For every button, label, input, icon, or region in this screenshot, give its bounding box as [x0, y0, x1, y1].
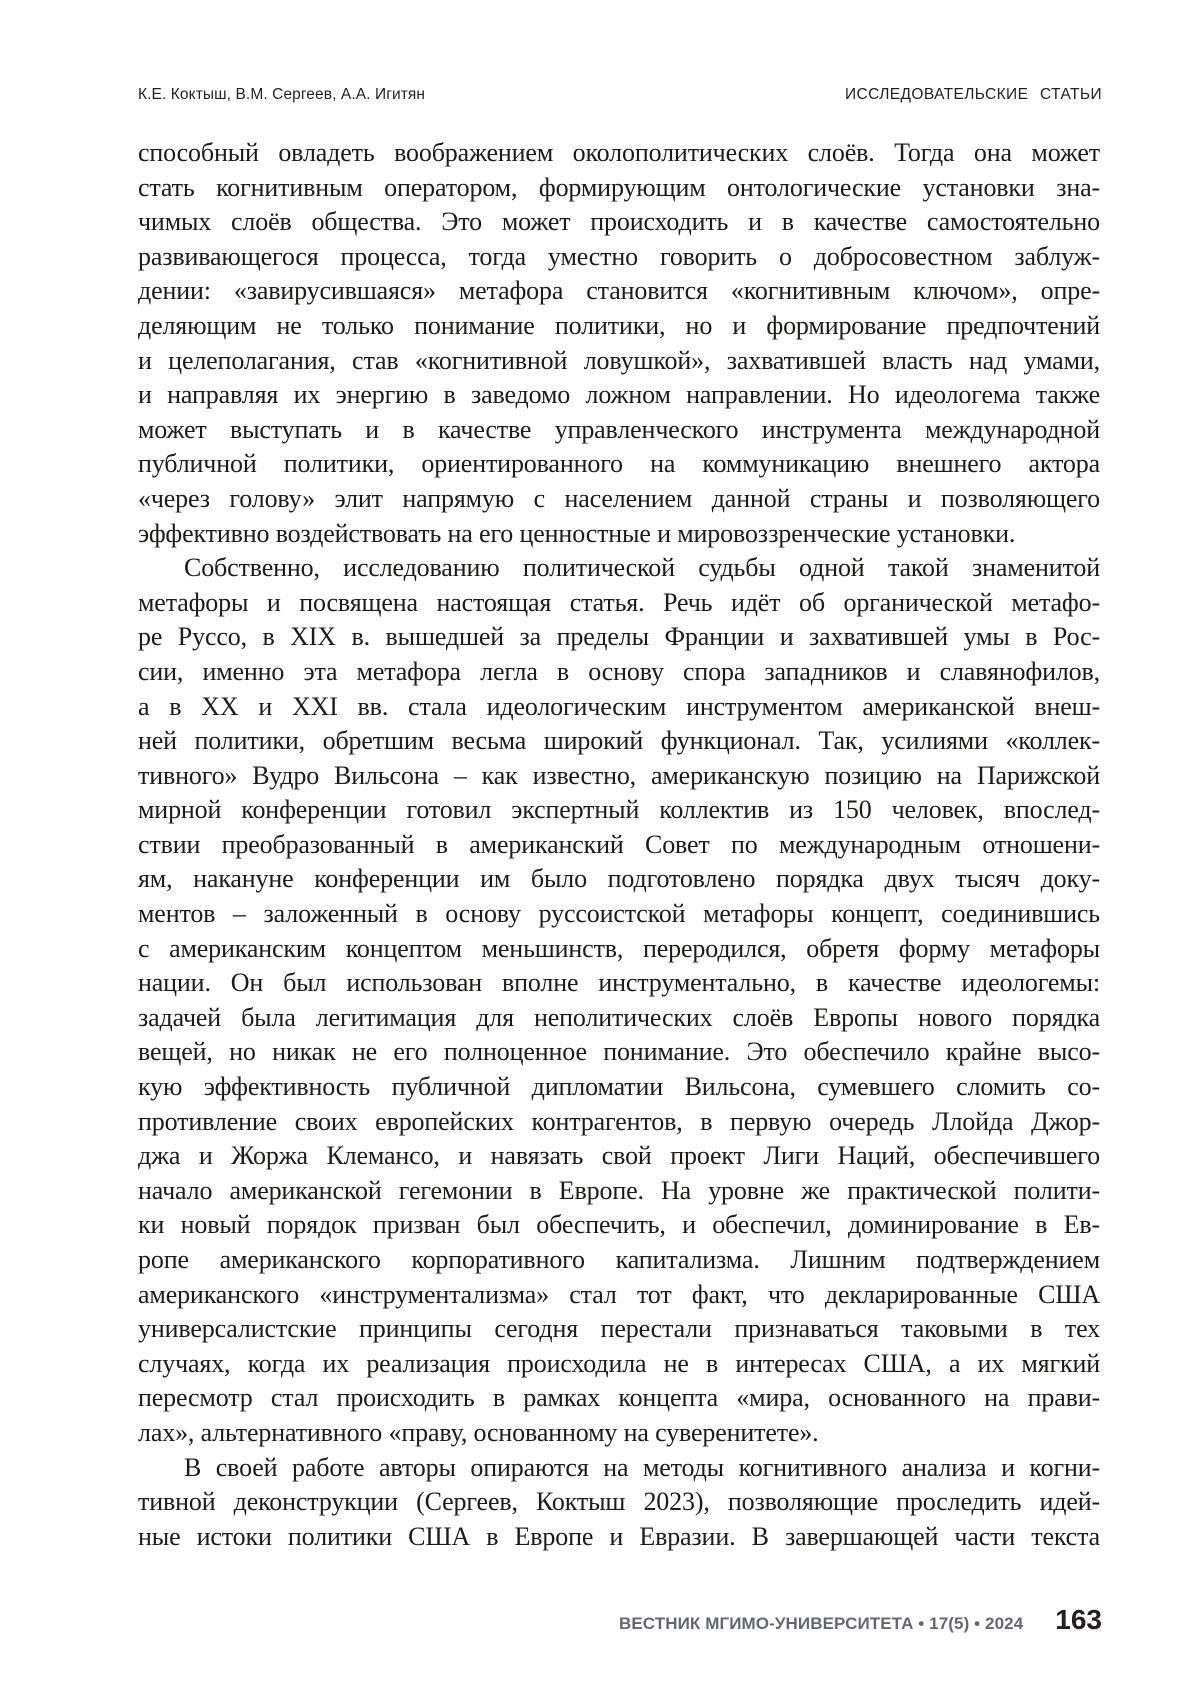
body-line: случаях, когда их реализация происходила не в интересах США, а их мягкий [138, 1348, 1100, 1378]
body-line: ре Руссо, в XIX в. вышедшей за пределы Франции и захватившей умы в Рос- [138, 622, 1100, 652]
body-line: противление своих европейских контрагентов, в первую очередь Ллойда Джор- [138, 1106, 1100, 1136]
body-line: универсалистские принципы сегодня перестали признаваться таковыми в тех [138, 1314, 1100, 1344]
body-line: «через голову» элит напрямую с населением данной страны и позволяющего [138, 483, 1100, 513]
page-footer [619, 1604, 1102, 1636]
body-line: может выступать и в качестве управленческого инструмента международной [138, 414, 1100, 444]
body-line: ней политики, обретшим весьма широкий функционал. Так, усилиями «коллек- [138, 726, 1100, 756]
body-line: ропе американского корпоративного капитализма. Лишним подтверждением [138, 1245, 1100, 1274]
body-line: пересмотр стал происходить в рамках концепта «мира, основанного на прави- [138, 1383, 1100, 1413]
body-line: ментов – заложенный в основу руссоистской метафоры концепт, соединившись [138, 899, 1100, 929]
body-line: ям, накануне конференции им было подготовлено порядка двух тысяч доку- [138, 864, 1100, 894]
page-number: 163 [1055, 1604, 1102, 1635]
body-line: ки новый порядок призван был обеспечить, и обеспечил, доминирование в Ев- [138, 1210, 1100, 1240]
body-line: тивной деконструкции (Сергеев, Коктыш 2023), позволяющие проследить идей- [138, 1487, 1100, 1517]
body-line: ствии преобразованный в американский Совет по международным отношени- [138, 829, 1100, 859]
header-authors: К.Е. Коктыш, В.М. Сергеев, А.А. Игитян [138, 86, 426, 103]
body-line: и целеполагания, став «когнитивной ловушкой», захватившей власть над умами, [138, 345, 1100, 375]
body-line: развивающегося процесса, тогда уместно говорить о добросовестном заблуж- [138, 241, 1100, 271]
body-line: лах», альтернативного «праву, основанному на суверенитете». [138, 1417, 819, 1447]
body-line: дении: «завирусившаяся» метафора становится «когнитивным ключом», опре- [138, 276, 1100, 306]
body-line: сии, именно эта метафора легла в основу спора западников и славянофилов, [138, 656, 1100, 686]
body-line: джа и Жоржа Клемансо, и навязать свой проект Лиги Наций, обеспечившего [138, 1141, 1100, 1171]
body-line: деляющим не только понимание политики, но и формирование предпочтений [138, 310, 1100, 340]
body-line: и направляя их энергию в заведомо ложном направлении. Но идеологема также [138, 380, 1100, 410]
journal-issue-label: ВЕСТНИК МГИМО-УНИВЕРСИТЕТА • 17(5) • 2024 [618, 1614, 1024, 1633]
body-line: В своей работе авторы опираются на методы когнитивного анализа и когни- [184, 1452, 1100, 1482]
body-line: мирной конференции готовил экспертный коллектив из 150 человек, впослед- [138, 795, 1100, 825]
body-line: задачей была легитимация для неполитических слоёв Европы нового порядка [138, 1002, 1100, 1032]
body-line: вещей, но никак не его полноценное понимание. Это обеспечило крайне высо- [138, 1037, 1100, 1067]
body-line: кую эффективность публичной дипломатии Вильсона, сумевшего сломить со- [138, 1072, 1100, 1102]
header-section-label: ИССЛЕДОВАТЕЛЬСКИЕ СТАТЬИ [845, 86, 1102, 103]
body-line: а в XX и XXI вв. стала идеологическим инструментом американской внеш- [138, 691, 1100, 721]
body-line: американского «инструментализма» стал тот факт, что декларированные США [138, 1279, 1100, 1309]
body-line: чимых слоёв общества. Это может происходить и в качестве самостоятельно [138, 207, 1100, 237]
body-line: Собственно, исследованию политической судьбы одной такой знаменитой [184, 553, 1100, 583]
article-body-text [138, 136, 1100, 1554]
body-line: способный овладеть воображением околополитических слоёв. Тогда она может [138, 138, 1100, 167]
body-line: начало американской гегемонии в Европе. На уровне же практической полити- [138, 1175, 1100, 1205]
body-line: нации. Он был использован вполне инструментально, в качестве идеологемы: [138, 968, 1100, 998]
body-line: метафоры и посвящена настоящая статья. Речь идёт об органической метафо- [138, 587, 1100, 617]
body-line: публичной политики, ориентированного на коммуникацию внешнего актора [138, 449, 1100, 479]
body-line: тивного» Вудро Вильсона – как известно, американскую позицию на Парижской [138, 760, 1100, 790]
body-line: ные истоки политики США в Европе и Евразии. В завершающей части текста [138, 1521, 1100, 1551]
body-line: эффективно воздействовать на его ценностные и мировоззренческие установки. [138, 518, 1016, 548]
body-line: с американским концептом меньшинств, переродился, обретя форму метафоры [138, 933, 1100, 963]
body-line: стать когнитивным оператором, формирующим онтологические установки зна- [138, 172, 1100, 202]
page-header [138, 86, 1102, 104]
